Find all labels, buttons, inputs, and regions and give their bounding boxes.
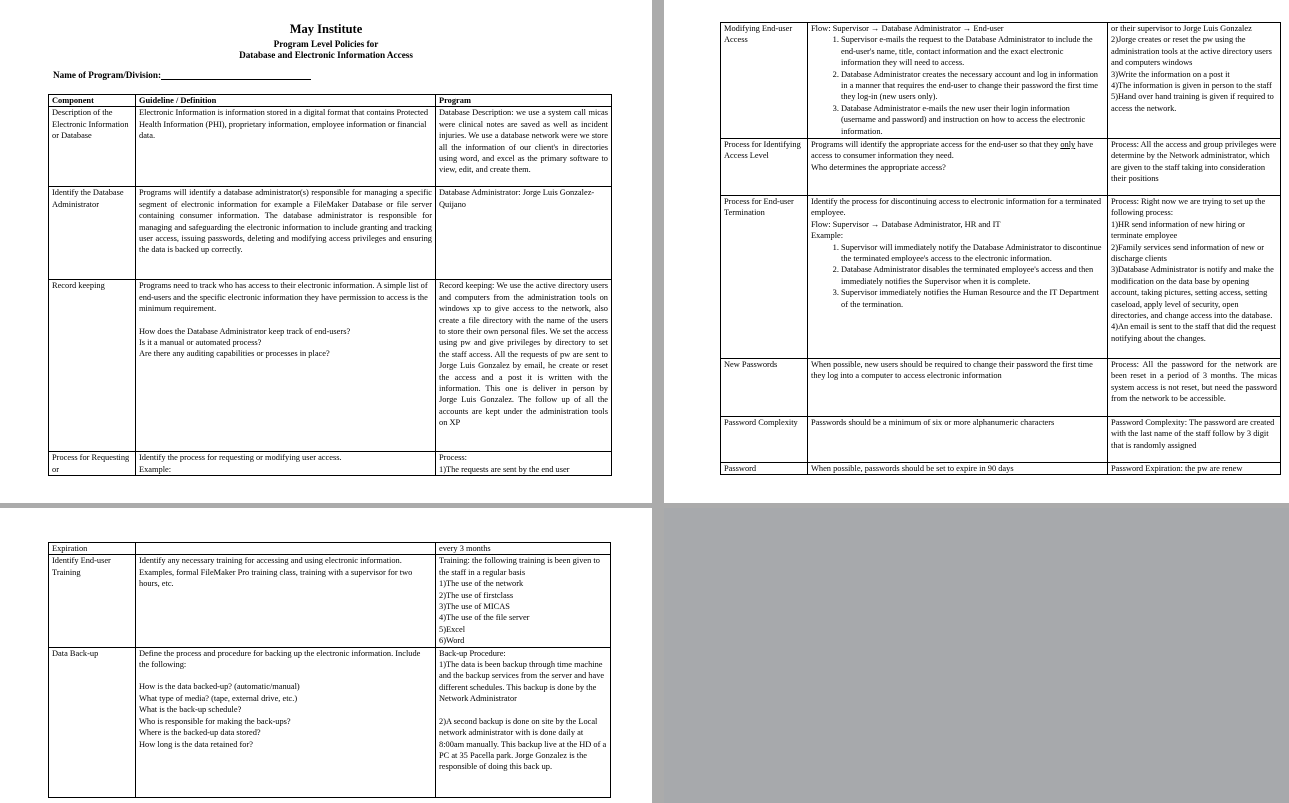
guideline-question: Where is the backed-up data stored? [139,728,261,738]
empty-page-area [664,508,1289,803]
program-cell [436,452,612,476]
guideline-question: How long is the data retained for? [139,739,253,749]
table-row [49,647,611,797]
program-cell [436,555,611,647]
program-line: 1)The use of the network [439,579,524,589]
component-cell: Process for End-user Termination [721,196,808,359]
program-line: 3)Write the information on a post it [1111,69,1230,79]
steps-list [811,242,1104,310]
program-cell [1108,23,1281,139]
document-page-2 [664,0,1289,503]
table-header-row [49,95,612,107]
program-text: 1)The requests are sent by the end user [439,464,570,474]
table-row [721,359,1281,417]
steps-list [811,34,1104,137]
program-cell: every 3 months [436,543,611,555]
policy-table-page-2 [720,22,1281,475]
program-line: 5)Excel [439,624,466,634]
guideline-cell: Electronic Information is information stored in a digital format that contains Protected Health Information (PHI), proprietary information, employee information or financial data. [136,107,436,187]
program-line: Training: the following training is been given to the staff in a regular basis [439,556,600,577]
list-item: 1. Supervisor e-mails the request to the Database Administrator to include the end-user's name, title, contact information and the exact electronic information they will need to access. [841,34,1104,68]
guideline-cell [136,452,436,476]
component-cell: Identify the Database Administrator [49,187,136,280]
program-line: Process: Right now we are trying to set up the following process: [1111,197,1266,218]
guideline-cell: When possible, new users should be required to change their password the first time they log into a computer to access electronic information [808,359,1108,417]
program-cell [1108,196,1281,359]
table-row [721,463,1281,475]
guideline-text: Define the process and procedure for backing up the electronic information. Include the following: [139,648,421,670]
guideline-question: How does the Database Administrator keep track of end-users? [139,326,351,336]
guideline-cell: Programs will identify a database administrator(s) responsible for managing a specific segment of electronic information for example a FileMaker Database or file server containing consumer information. The database administrator is responsible for managing and safeguarding the electronic information to include granting and tracking user access, issuing passwords, deleting and modifying access privileges and ensuring the data is backed up correctly. [136,187,436,280]
program-line: Back-up Procedure: [439,648,506,658]
table-row [721,417,1281,463]
table-row [49,187,612,280]
policy-title-line2: Database and Electronic Information Access [239,50,413,60]
program-cell: Password Expiration: the pw are renew [1108,463,1281,475]
program-line: 3)Database Administrator is notify and make the modification on the data base by opening account, taking pictures, setting access, setting caseload, apply level of security, open directories, and change access into the database. [1111,265,1274,321]
component-cell: Process for Identifying Access Level [721,139,808,196]
document-page-3 [0,508,652,803]
table-row [49,280,612,452]
guideline-question: Who determines the appropriate access? [811,162,946,172]
program-cell: Process: All the password for the network are been reset in a period of 3 months. The micas system access is not reset, but need the password from the network to be accessible. [1108,359,1281,417]
policy-title-line1: Program Level Policies for [273,39,379,49]
guideline-cell [808,23,1108,139]
example-label: Example: [811,231,844,241]
guideline-text: Identify the process for requesting or modifying user access. [139,453,342,463]
program-line: 4)The information is given in person to the staff [1111,81,1272,91]
component-cell: Identify End-user Training [49,555,136,647]
guideline-cell: Identify any necessary training for accessing and using electronic information. Examples, formal FileMaker Pro training class, training with a supervisor for two hours, etc. [136,555,436,647]
program-name-field: Name of Program/Division: [53,70,311,80]
table-row [721,23,1281,139]
guideline-text: Identify the process for discontinuing access to electronic information for a terminated employee. [811,197,1102,218]
program-cell: Password Complexity: The password are created with the last name of the staff follow by 3 digit that is randomly assigned [1108,417,1281,463]
program-cell: Database Administrator: Jorge Luis Gonzalez-Quijano [436,187,612,280]
guideline-text: Programs will identify the appropriate access for the end-user so that they [811,140,1059,149]
table-row [721,139,1281,196]
guideline-cell [808,196,1108,359]
guideline-cell [136,647,436,797]
list-item: 1. Supervisor will immediately notify the Database Administrator to discontinue the terminated employee's access to the electronic information. [841,242,1104,265]
program-cell [436,647,611,797]
program-text: Process: [439,453,467,463]
component-cell: New Passwords [721,359,808,417]
guideline-text: have access to consumer information they need. [811,140,1094,161]
table-row [721,196,1281,359]
program-line: 2)A second backup is done on site by the Local network administrator with is done daily at 8:00am manually. This backup live at the HD of a PC at 35 Pacella park. Jorge Gonzalez is the responsible of doing this back up. [439,716,607,772]
component-cell: Password Complexity [721,417,808,463]
component-cell: Description of the Electronic Information or Database [49,107,136,187]
guideline-text: Example: [139,464,172,474]
program-line: 2)Family services send information of new or discharge clients [1111,242,1265,264]
list-item: 3. Supervisor immediately notifies the Human Resource and the IT Department of the termination. [841,287,1104,310]
list-item: 2. Database Administrator disables the terminated employee's access and then immediately notifies the Supervisor when it is complete. [841,264,1104,287]
column-header-program: Program [436,95,612,107]
list-item: 3. Database Administrator e-mails the new user their login information (username and password) and instruction on how to access the electronic information. [841,103,1104,137]
guideline-cell [136,280,436,452]
guideline-cell: When possible, passwords should be set to expire in 90 days [808,463,1108,475]
program-line: 3)The use of MICAS [439,602,510,612]
column-header-guideline: Guideline / Definition [136,95,436,107]
program-line: 1)The data is been backup through time machine and the backup services from the server and have different schedules. This backup is done by the Network Administrator [439,660,605,704]
organization-title: May Institute [289,22,363,36]
document-page-1 [0,0,652,503]
guideline-cell [808,139,1108,196]
component-cell: Expiration [49,543,136,555]
list-item: 2. Database Administrator creates the necessary account and log in information in a manner that requires the end-user to change their password the first time they log-in (new users only). [841,69,1104,103]
table-row [49,452,612,476]
flow-text: Flow: Supervisor → Database Administrator, HR and IT [811,219,1001,229]
program-cell: Record keeping: We use the active directory users and computers from the administration tools on windows xp to give access to the network, also create a file directory with the name of the users to store their own personal files. We set the access using pw and give privileges by directory to set the staff access. All the requests of pw are sent to Jorge Luis Gonzalez by email, he create or reset the access and a post it is written with the information. This one is deliver in person by Jorge Luis Gonzalez. The follow up of all the accounts are kept under the administration tools on XP [436,280,612,452]
guideline-text: Programs need to track who has access to their electronic information. A simple list of end-users and the specific electronic information they have permission to access is the minimum requirement. [139,281,428,314]
guideline-cell: Passwords should be a minimum of six or more alphanumeric characters [808,417,1108,463]
program-line: or their supervisor to Jorge Luis Gonzalez [1111,24,1252,33]
component-cell: Data Back-up [49,647,136,797]
policy-table-page-1 [48,94,612,476]
component-cell: Modifying End-user Access [721,23,808,139]
emphasis-text: only [1060,140,1076,149]
flow-text: Flow: Supervisor → Database Administrator → End-user [811,24,1004,33]
table-row [49,555,611,647]
policy-table-page-3 [48,542,611,798]
guideline-cell [136,543,436,555]
program-line: 5)Hand over hand training is given if required to access the network. [1111,92,1274,113]
guideline-question: What is the back-up schedule? [139,705,242,715]
column-header-component: Component [49,95,136,107]
program-line: 2)The use of firstclass [439,590,514,600]
program-line: 1)HR send information of new hiring or terminate employee [1111,219,1245,241]
guideline-question: Are there any auditing capabilities or processes in place? [139,349,330,359]
program-line: 4)The use of the file server [439,613,530,623]
program-line: 2)Jorge creates or reset the pw using the administration tools at the active directory users and computers windows [1111,35,1272,68]
program-line: 4)An email is sent to the staff that did the request notifying about the changes. [1111,322,1276,343]
program-cell: Process: All the access and group privileges were determine by the Network administrator, which are given to the staff taking into consideration their positions [1108,139,1281,196]
table-row [49,107,612,187]
component-cell: Record keeping [49,280,136,452]
table-row [49,543,611,555]
program-line: 6)Word [439,636,465,646]
component-cell: Password [721,463,808,475]
guideline-question: Who is responsible for making the back-ups? [139,716,291,726]
guideline-question: What type of media? (tape, external drive, etc.) [139,693,298,703]
guideline-question: How is the data backed-up? (automatic/manual) [139,682,300,692]
guideline-question: Is it a manual or automated process? [139,338,262,348]
program-cell: Database Description: we use a system call micas were clinical notes are saved as well as incident injuries. We use a database network were we store all the information of our client's in directories using word, and excel as the primary software to view, edit, and create them. [436,107,612,187]
component-cell: Process for Requesting or [49,452,136,476]
